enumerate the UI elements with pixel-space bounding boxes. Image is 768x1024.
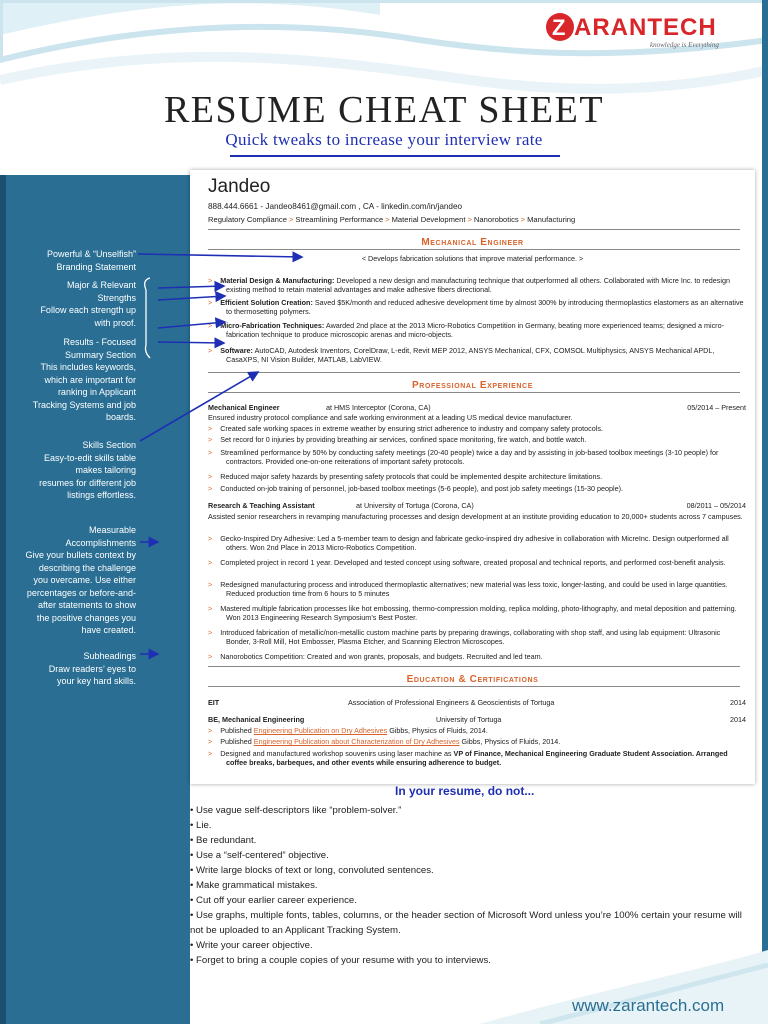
job-header: Mechanical Engineer at HMS Interceptor (Corona, CA) 05/2014 – Present <box>208 403 746 412</box>
job-bullet: > Streamlined performance by 50% by conducting safety meetings (20-40 people) twice a day and by assisting in job-based toolbox meetings (3-10 people) for contractors. Provided one-on-one reiterations of important safety protocols. <box>208 448 719 467</box>
bullet-icon: • <box>190 910 197 921</box>
experience-heading: Professional Experience <box>412 380 533 391</box>
job-summary: Assisted senior researchers in revamping manufacturing processes and design development at an institute providing education to 20,000+ students across 7 campuses. <box>208 512 743 521</box>
dont-item: • Write large blocks of text or long, convoluted sentences. <box>190 865 434 876</box>
job-bullet: > Nanorobotics Competition: Created and won grants, proposals, and budgets. Recruited and led team. <box>208 652 543 661</box>
note-skills-section: Skills Section Easy-to-edit skills table makes tailoring resumes for different job listings effortless. <box>39 440 136 500</box>
dont-item: • Forget to bring a couple copies of your resume with you to interviews. <box>190 955 491 966</box>
publication-link[interactable]: Engineering Publication on Dry Adhesives <box>253 726 388 735</box>
page-subtitle: Quick tweaks to increase your interview rate <box>225 130 543 149</box>
bullet-icon: • <box>190 850 197 861</box>
svg-text:knowledge is Everything: knowledge is Everything <box>650 41 719 49</box>
branding-statement: < Develops fabrication solutions that improve material performance. > <box>361 254 584 263</box>
job-bullet: > Completed project in record 1 year. Developed and tested concept using software, created proposal and technical reports, and performed cost-benefit analysis. <box>208 558 726 567</box>
footer-website-link[interactable]: www.zarantech.com <box>572 996 725 1015</box>
bullet-icon: • <box>190 820 197 831</box>
strength-item: > Micro-Fabrication Techniques: Awarded 2nd place at the 2013 Micro-Robotics Competition in Germany, beating more experienced teams; designed a micro-fabrication technique to produce microscopic arenas and micro-objects. <box>208 321 724 340</box>
dont-item: • Make grammatical mistakes. <box>190 880 318 891</box>
job-bullet: > Conducted on-job training of personnel, job-based toolbox meetings (5-6 people), and post job safety meetings (15-30 people). <box>208 484 623 493</box>
job-bullet: > Set record for 0 injuries by providing breathing air services, confined space monitoring, fire watch, and bottle watch. <box>208 435 587 444</box>
job-header: Research & Teaching Assistant at University of Tortuga (Corona, CA) 08/2011 – 05/2014 <box>208 501 746 510</box>
education-heading: Education & Certifications <box>406 674 539 685</box>
activity-item: > Designed and manufactured workshop souvenirs using laser machine as VP of Finance, Mechanical Engineering Graduate Student Association. Arranged coffee breaks, barbeques, and other events while ensuring adherence to budget. <box>208 749 728 768</box>
dont-item: • Lie. <box>190 820 212 831</box>
note-subheadings: Subheadings Draw readers’ eyes to your key hard skills. <box>48 651 136 686</box>
bullet-icon: • <box>190 835 197 846</box>
dont-item: • Be redundant. <box>190 835 257 846</box>
dont-item: • Use graphs, multiple fonts, tables, columns, or the header section of Microsoft Word unless you’re 100% certain your resume will not be uploaded to an Applicant Tracking System. <box>190 910 742 937</box>
education-row: BE, Mechanical Engineering University of Tortuga 2014 <box>208 715 746 724</box>
contact-line: 888.444.6661 - Jandeo8461@gmail.com , CA - linkedin.com/in/jandeo <box>208 202 463 211</box>
keyword: Streamlining Performance <box>295 215 384 224</box>
publication-link[interactable]: Engineering Publication about Characterization of Dry Adhesives <box>253 737 460 746</box>
note-summary-section: Results - Focused Summary Section This includes keywords, which are important for ranking in Applicant Tracking Systems and job boards. <box>32 337 136 422</box>
keyword: Regulatory Compliance <box>208 215 287 224</box>
page-title: RESUME CHEAT SHEET <box>163 89 605 131</box>
strength-item: > Efficient Solution Creation: Saved $5K/month and reduced adhesive development time by almost 300% by introducing thermoplastics elastomers as an alternative to thermosetting polymers. <box>208 298 744 317</box>
svg-text:ARANTECH: ARANTECH <box>574 14 717 41</box>
job-bullet: > Created safe working spaces in extreme weather by ensuring strict adherence to industry and company safety protocols. <box>208 424 603 433</box>
svg-text:Z: Z <box>552 15 566 40</box>
keyword: Material Development <box>391 215 466 224</box>
job-bullet: > Reduced major safety hazards by presenting safety protocols that could be implemented despite architecture limitations. <box>208 472 603 481</box>
job-bullet: > Introduced fabrication of metallic/non-metallic custom machine parts by preparing drawings, collaborating with shop staff, and using lab equipment: Ultrasonic Bonder, 3-Roll Mill, Hot Embosser, Plasma Etcher, and Scanning Electron Microscopes. <box>208 628 721 647</box>
keyword: Manufacturing <box>527 215 576 224</box>
bullet-icon: • <box>190 865 197 876</box>
job-bullet: > Gecko-Inspired Dry Adhesive: Led a 5-member team to design and fabricate gecko-inspired dry adhesive in collaboration with MicreInc. Design outperformed all others. Won 2nd Place in 2013 Micro-Robotics Competition. <box>208 534 729 553</box>
bullet-icon: • <box>190 895 197 906</box>
bullet-icon: • <box>190 805 197 816</box>
note-accomplishments: Measurable Accomplishments Give your bullets context by describing the challenge you overcame. Use either percentages or before-and- after statements to show the positive changes you have created. <box>25 525 136 635</box>
note-branding-statement: Powerful & “Unselfish” Branding Statement <box>46 249 136 272</box>
strength-item: > Material Design & Manufacturing: Developed a new design and manufacturing technique that outperformed all others. Collaborated with Micre Inc. to redesign existing method to retain material advantages and make adhesive fibers directional. <box>208 276 730 295</box>
role-heading: Mechanical Engineer <box>421 237 524 248</box>
job-summary: Ensured industry protocol compliance and safe working environment at a leading US medical device manufacturer. <box>208 413 573 422</box>
job-bullet: > Redesigned manufacturing process and introduced thermoplastic alternatives; new material was less toxic, longer-lasting, and could be used in large quantities. Reduced production time from 6 hours to 5 minutes <box>208 580 728 599</box>
dont-item: • Use vague self-descriptors like “problem-solver.” <box>190 805 402 816</box>
education-row: EIT Association of Professional Engineers & Geoscientists of Tortuga 2014 <box>208 698 746 707</box>
dont-item: • Use a “self-centered” objective. <box>190 850 329 861</box>
bullet-icon: • <box>190 955 197 966</box>
bullet-icon: • <box>190 880 197 891</box>
job-bullet: > Mastered multiple fabrication processes like hot embossing, thermo-compression molding, replica molding, photo-lithography, and metal deposition and patterning. Won 2013 Engineering Research Symposium’s Best Poster. <box>208 604 737 623</box>
bullet-icon: • <box>190 940 197 951</box>
dont-item: • Write your career objective. <box>190 940 313 951</box>
dont-item: • Cut off your earlier career experience. <box>190 895 357 906</box>
keyword-line: Regulatory Compliance > Streamlining Performance > Material Development > Nanorobotics > Manufacturing <box>208 215 576 224</box>
note-strengths: Major & Relevant Strengths Follow each strength up with proof. <box>40 280 136 328</box>
publication-item: > Published Engineering Publication about Characterization of Dry Adhesives Gibbs, Physics of Fluids, 2014. <box>208 737 561 746</box>
skills-item: > Software: AutoCAD, Autodesk Inventors, CorelDraw, L-edit, Revit MEP 2012, ANSYS Mechanical, CFX, COMSOL Multiphysics, ANSYS Mechanical APDL, CasaXPS, NI Vision Builder, MATLAB, LabVIEW. <box>208 346 715 365</box>
keyword: Nanorobotics <box>473 215 519 224</box>
donts-heading: In your resume, do not... <box>395 784 535 798</box>
publication-item: > Published Engineering Publication on Dry Adhesives Gibbs, Physics of Fluids, 2014. <box>208 726 488 735</box>
candidate-name: Jandeo <box>208 176 271 197</box>
